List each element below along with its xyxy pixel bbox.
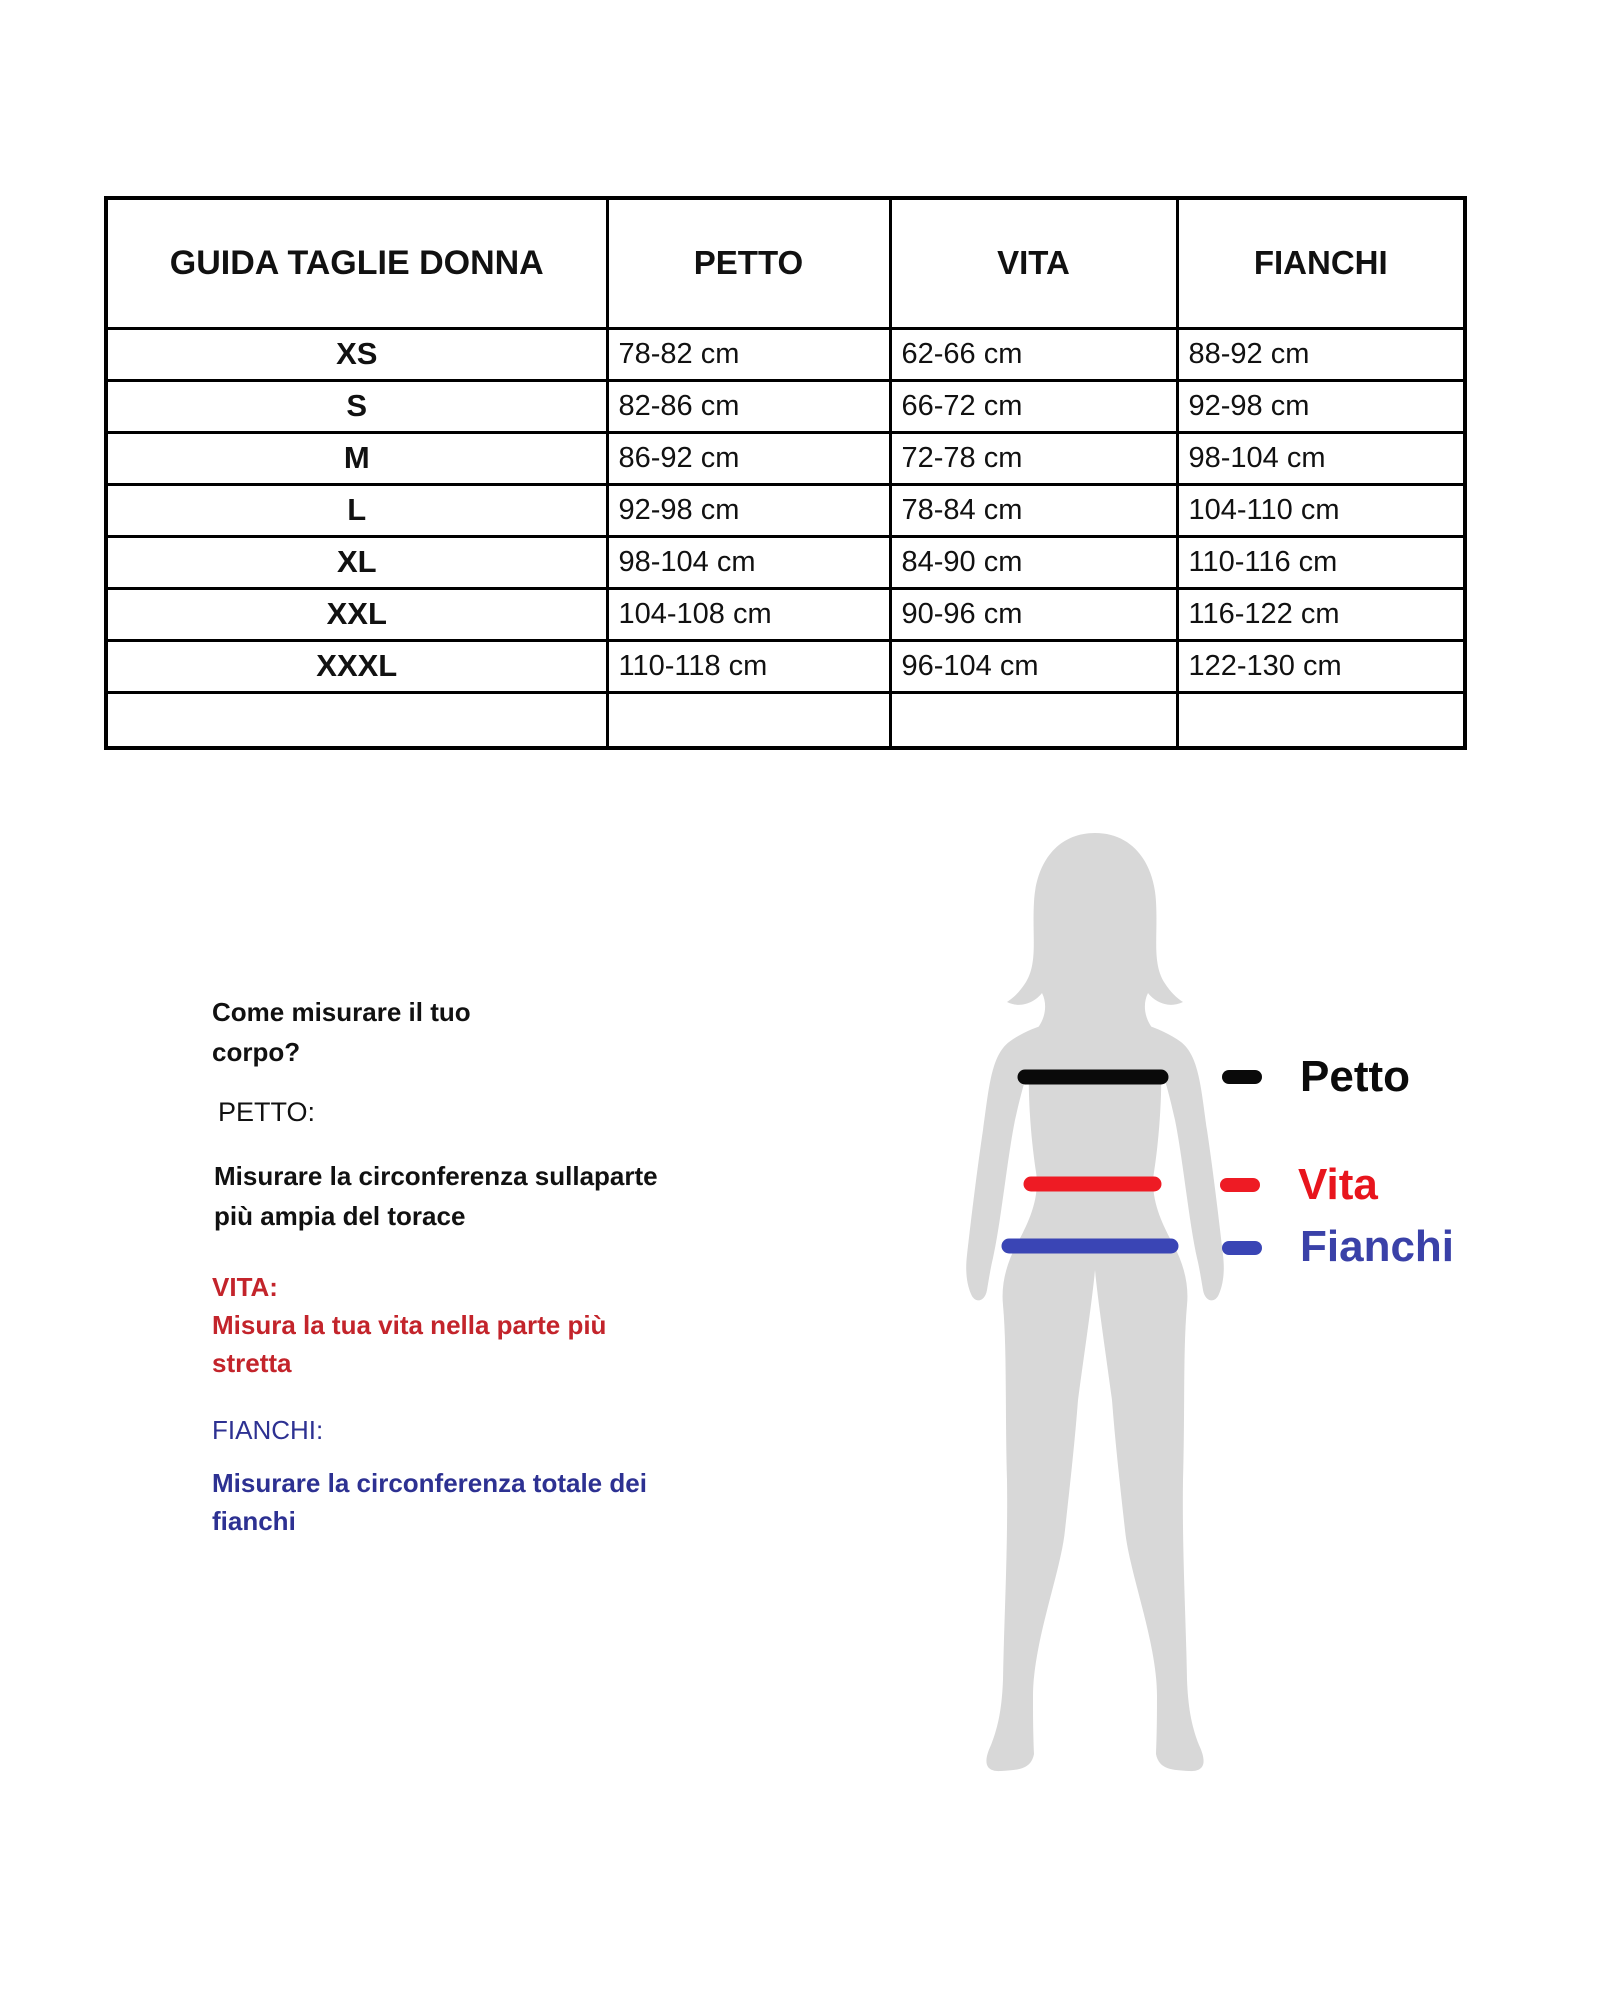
petto-value: 104-108 cm xyxy=(607,588,890,640)
petto-value xyxy=(607,692,890,748)
table-row-xs xyxy=(106,328,1465,380)
fianchi-value xyxy=(1177,692,1465,748)
petto-legend-dash xyxy=(1222,1070,1262,1084)
header-petto: PETTO xyxy=(607,198,890,328)
fianchi-value: 110-116 cm xyxy=(1177,536,1465,588)
petto-section-text: Misurare la circonferenza sullaparte più ampia del torace xyxy=(214,1161,658,1231)
vita-section-label: VITA: xyxy=(212,1272,278,1302)
silhouette-body-half-mirrored xyxy=(1095,1015,1224,1771)
table-row-xxxl xyxy=(106,640,1465,692)
table-row-empty xyxy=(106,692,1465,748)
vita-value xyxy=(890,692,1177,748)
silhouette-body-half xyxy=(966,1015,1095,1771)
vita-legend-dash xyxy=(1220,1178,1260,1192)
fianchi-value: 92-98 cm xyxy=(1177,380,1465,432)
vita-value: 78-84 cm xyxy=(890,484,1177,536)
size-label: XXXL xyxy=(106,640,607,692)
vita-value: 90-96 cm xyxy=(890,588,1177,640)
howto-title: Come misurare il tuo corpo? xyxy=(212,997,471,1067)
table-row-l xyxy=(106,484,1465,536)
fianchi-legend-dash xyxy=(1222,1241,1262,1255)
petto-value: 110-118 cm xyxy=(607,640,890,692)
petto-value: 92-98 cm xyxy=(607,484,890,536)
vita-value: 62-66 cm xyxy=(890,328,1177,380)
petto-legend-label: Petto xyxy=(1300,1052,1410,1101)
size-label: XL xyxy=(106,536,607,588)
table-row-s xyxy=(106,380,1465,432)
fianchi-value: 104-110 cm xyxy=(1177,484,1465,536)
table-row-xl xyxy=(106,536,1465,588)
vita-value: 84-90 cm xyxy=(890,536,1177,588)
woman-silhouette-figure xyxy=(915,830,1275,1780)
table-row-m xyxy=(106,432,1465,484)
size-label: XS xyxy=(106,328,607,380)
silhouette-head xyxy=(1007,833,1183,1046)
table-header-row xyxy=(106,198,1465,328)
vita-legend-label: Vita xyxy=(1298,1160,1378,1209)
petto-section-label: PETTO: xyxy=(218,1097,316,1127)
fianchi-value: 116-122 cm xyxy=(1177,588,1465,640)
petto-value: 98-104 cm xyxy=(607,536,890,588)
fianchi-section-text: Misurare la circonferenza totale dei fianchi xyxy=(212,1468,647,1536)
fianchi-value: 122-130 cm xyxy=(1177,640,1465,692)
header-guide: GUIDA TAGLIE DONNA xyxy=(106,198,607,328)
table-row-xxl xyxy=(106,588,1465,640)
vita-value: 96-104 cm xyxy=(890,640,1177,692)
vita-value: 66-72 cm xyxy=(890,380,1177,432)
size-label: XXL xyxy=(106,588,607,640)
header-fianchi: FIANCHI xyxy=(1177,198,1465,328)
vita-value: 72-78 cm xyxy=(890,432,1177,484)
fianchi-section-label: FIANCHI: xyxy=(212,1415,324,1445)
fianchi-value: 88-92 cm xyxy=(1177,328,1465,380)
size-label xyxy=(106,692,607,748)
size-label: L xyxy=(106,484,607,536)
petto-value: 82-86 cm xyxy=(607,380,890,432)
petto-value: 86-92 cm xyxy=(607,432,890,484)
petto-value: 78-82 cm xyxy=(607,328,890,380)
header-vita: VITA xyxy=(890,198,1177,328)
fianchi-legend-label: Fianchi xyxy=(1300,1222,1455,1271)
size-label: M xyxy=(106,432,607,484)
size-guide-table xyxy=(104,196,1467,750)
fianchi-value: 98-104 cm xyxy=(1177,432,1465,484)
vita-section-text: Misura la tua vita nella parte più stretta xyxy=(212,1310,607,1378)
size-label: S xyxy=(106,380,607,432)
